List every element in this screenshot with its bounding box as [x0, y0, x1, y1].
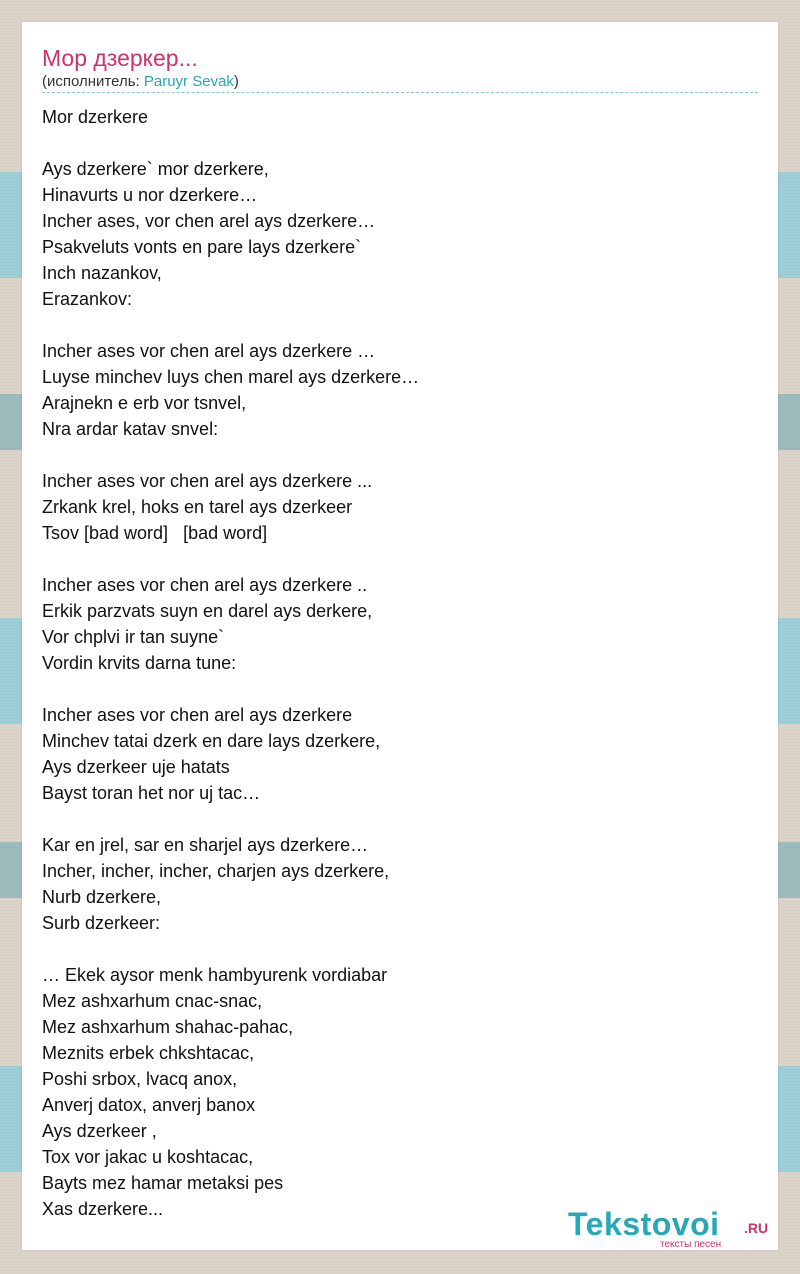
logo-tld: .RU	[744, 1220, 769, 1236]
lyric-line: Tox vor jakac u koshtacac,	[42, 1147, 254, 1167]
lyric-line: Mez ashxarhum cnac-snac,	[42, 991, 263, 1011]
lyric-line: Hinavurts u nor dzerkere…	[42, 185, 258, 205]
lyric-line	[42, 546, 758, 572]
lyric-line: Meznits erbek chkshtacac,	[42, 1043, 255, 1063]
lyric-line: Incher ases vor chen arel ays dzerkere …	[42, 341, 376, 361]
lyric-line: Incher, incher, incher, charjen ays dzerkere,	[42, 861, 390, 881]
artist-link[interactable]: Paruyr Sevak	[143, 73, 234, 90]
lyric-line	[42, 936, 758, 962]
lyric-line: Incher ases vor chen arel ays dzerkere ...	[42, 471, 373, 491]
lyric-line: Arajnekn e erb vor tsnvel,	[42, 393, 247, 413]
lyric-line: Tsov [bad word] [bad word]	[42, 523, 268, 543]
logo-wordmark: Tekstovoi	[568, 1206, 720, 1242]
lyric-line: Erazankov:	[42, 289, 133, 309]
lyric-line: Incher ases vor chen arel ays dzerkere ..	[42, 575, 368, 595]
lyric-line: Xas dzerkere...	[42, 1199, 164, 1219]
lyric-line: Nra ardar katav snvel:	[42, 419, 219, 439]
lyric-line: Ays dzerkeer ,	[42, 1121, 157, 1141]
lyric-line: Incher ases, vor chen arel ays dzerkere…	[42, 211, 376, 231]
lyric-line	[42, 130, 758, 156]
artist-line	[42, 73, 239, 91]
song-title: Мор дзеркер...	[42, 45, 198, 71]
lyric-line: Bayst toran het nor uj tac…	[42, 783, 261, 803]
lyric-line: Anverj datox, anverj banox	[42, 1095, 256, 1115]
logo-tagline: тексты песен	[660, 1239, 722, 1250]
lyric-line: Luyse minchev luys chen marel ays dzerkere…	[42, 367, 420, 387]
lyric-line: Inch nazankov,	[42, 263, 162, 283]
site-logo[interactable]	[568, 1208, 778, 1250]
lyric-line: Mor dzerkere	[42, 107, 149, 127]
lyric-line: Vordin krvits darna tune:	[42, 653, 237, 673]
lyric-line: Nurb dzerkere,	[42, 887, 162, 907]
lyrics-text	[42, 104, 758, 1222]
lyric-line: … Ekek aysor menk hambyurenk vordiabar	[42, 965, 388, 985]
lyric-line: Ays dzerkeer uje hatats	[42, 757, 230, 777]
lyrics-card	[22, 22, 778, 1250]
lyric-line: Poshi srbox, lvacq anox,	[42, 1069, 238, 1089]
lyric-line: Surb dzerkeer:	[42, 913, 161, 933]
lyric-line: Kar en jrel, sar en sharjel ays dzerkere…	[42, 835, 369, 855]
lyric-line	[42, 806, 758, 832]
lyric-line: Erkik parzvats suyn en darel ays derkere,	[42, 601, 373, 621]
lyric-line: Incher ases vor chen arel ays dzerkere	[42, 705, 353, 725]
artist-prefix: (исполнитель:	[42, 73, 144, 90]
title-divider	[42, 92, 758, 93]
lyric-line: Psakveluts vonts en pare lays dzerkere`	[42, 237, 362, 257]
artist-suffix: )	[233, 73, 239, 90]
lyric-line	[42, 312, 758, 338]
lyric-line: Mez ashxarhum shahac-pahac,	[42, 1017, 294, 1037]
lyric-line: Minchev tatai dzerk en dare lays dzerkere,	[42, 731, 381, 751]
lyric-line: Vor chplvi ir tan suyne`	[42, 627, 225, 647]
lyric-line	[42, 442, 758, 468]
lyric-line: Ays dzerkere` mor dzerkere,	[42, 159, 269, 179]
lyric-line: Zrkank krel, hoks en tarel ays dzerkeer	[42, 497, 353, 517]
lyric-line: Bayts mez hamar metaksi pes	[42, 1173, 284, 1193]
lyric-line	[42, 676, 758, 702]
